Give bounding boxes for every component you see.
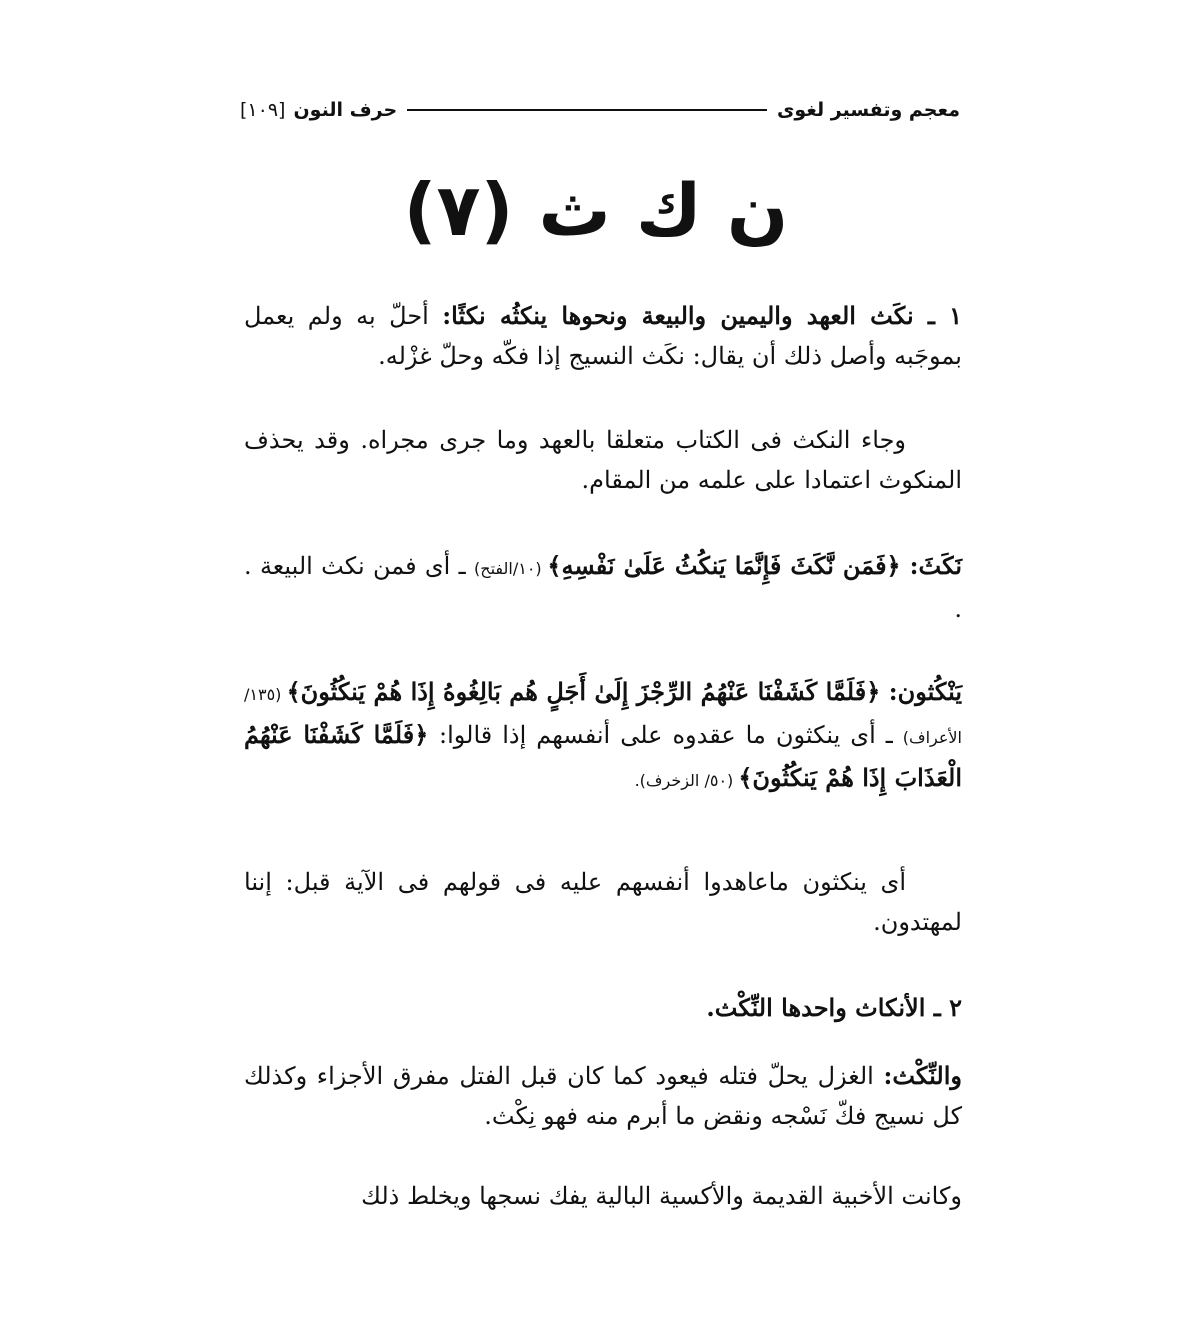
paragraph-4-ref: (١٣٥/ الأعراف)	[244, 685, 962, 747]
paragraph-1-head: ١ ـ نكَث العهد واليمين والبيعة ونحوها ينكثُه نكثًا:	[442, 301, 962, 330]
paragraph-5	[244, 862, 962, 942]
paragraph-7-body: الغزل يحلّ فتله فيعود كما كان قبل الفتل مفرق الأجزاء وكذلك كل نسيج فكّ نَسْجه ونقض ما أبرم منه فهو نِكْث.	[244, 1062, 962, 1130]
paragraph-7	[244, 1056, 962, 1136]
header-rule	[407, 109, 767, 111]
paragraph-3-body: ـ أى فمن نكث البيعة . .	[244, 552, 962, 623]
page-title: ن ك ث (٧)	[403, 168, 789, 252]
paragraph-4-head: يَنْكُثون:	[888, 677, 963, 706]
paragraph-4-ref-2: (٥٠/ الزخرف).	[634, 771, 739, 790]
paragraph-1-body: أحلّ به ولم يعمل بموجَبه وأصل ذلك أن يقال: نكَث النسيج إذا فكّه وحلّ غزْله.	[244, 302, 962, 370]
header-section: حرف النون	[293, 99, 398, 121]
paragraph-6	[244, 988, 962, 1028]
paragraph-7-head: والنِّكْث:	[883, 1061, 962, 1090]
paragraph-4-verse: ﴿فَلَمَّا كَشَفْنَا عَنْهُمُ الرِّجْزَ إِلَىٰ أَجَلٍ هُم بَالِغُوهُ إِذَا هُمْ يَنكُثُونَ﴾	[286, 677, 889, 706]
paragraph-4	[244, 672, 962, 801]
paragraph-6-head: ٢ ـ الأنكاث واحدها النِّكْث.	[706, 993, 962, 1022]
paragraph-8-text: وكانت الأخبية القديمة والأكسية البالية يفك نسجها ويخلط ذلك	[361, 1182, 962, 1210]
paragraph-3-head: نَكَثَ:	[909, 551, 963, 580]
paragraph-2	[244, 420, 962, 500]
header-book-title: معجم وتفسير لغوى	[776, 99, 960, 121]
paragraph-3	[244, 546, 962, 629]
paragraph-8	[244, 1176, 962, 1216]
paragraph-1	[244, 296, 962, 376]
paragraph-5-text: أى ينكثون ماعاهدوا أنفسهم عليه فى قولهم فى الآية قبل: إننا لمهتدون.	[244, 868, 962, 936]
running-header	[240, 92, 960, 128]
paragraph-3-verse: ﴿فَمَن نَّكَثَ فَإِنَّمَا يَنكُثُ عَلَىٰ نَفْسِهِ﴾	[547, 551, 910, 580]
paragraph-4-verse-2: ﴿فَلَمَّا كَشَفْنَا عَنْهُمُ الْعَذَابَ إِذَا هُمْ يَنكُثُونَ﴾	[244, 720, 962, 792]
page-number: [١٠٩]	[240, 99, 286, 121]
paragraph-4-body: ـ أى ينكثون ما عقدوه على أنفسهم إذا قالوا:	[438, 721, 903, 749]
paragraph-3-ref: (١٠/الفتح)	[474, 559, 548, 578]
paragraph-2-text: وجاء النكث فى الكتاب متعلقا بالعهد وما جرى مجراه. وقد يحذف المنكوث اعتمادا على علمه من المقام.	[244, 426, 962, 494]
